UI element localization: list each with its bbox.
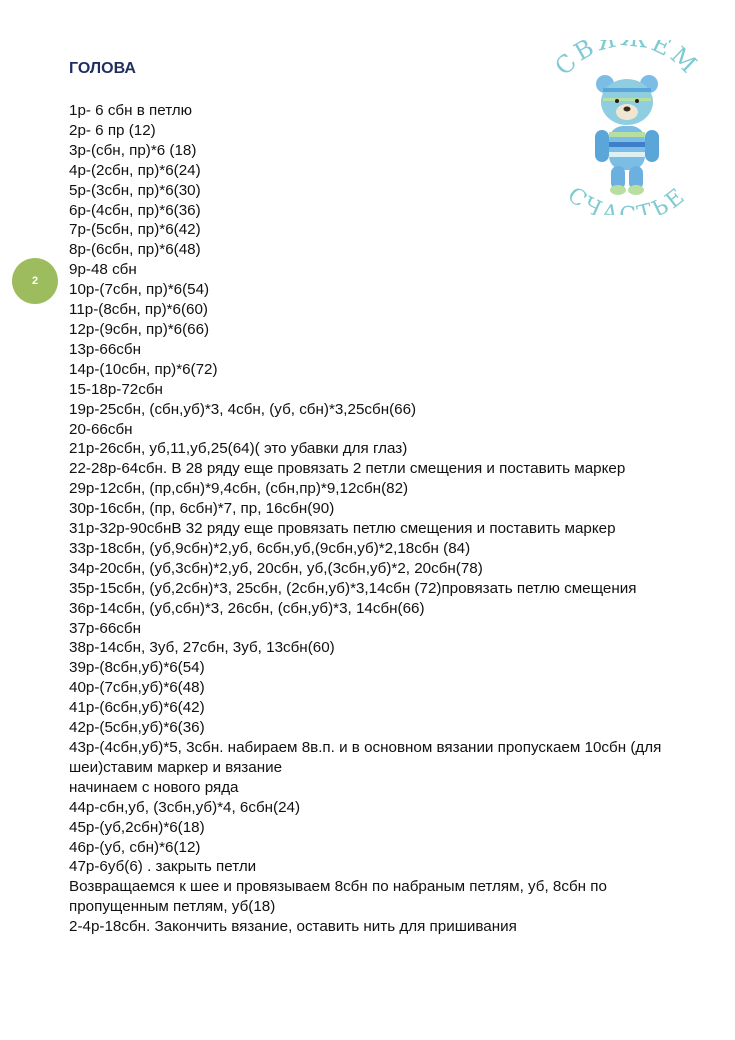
pattern-line: 14р-(10сбн, пр)*6(72) [69, 360, 218, 378]
pattern-line: 9р-48 сбн [69, 261, 137, 279]
pattern-line: 33р-18сбн, (уб,9сбн)*2,уб, 6сбн,уб,(9сбн,уб)*2,18сбн (84) [69, 539, 471, 557]
pattern-line: 42р-(5сбн,уб)*6(36) [69, 719, 205, 737]
pattern-line: 2р- 6 пр (12) [69, 121, 156, 139]
pattern-line: 19р-25сбн, (сбн,уб)*3, 4сбн, (уб, сбн)*3,25сбн(66) [69, 400, 417, 418]
page-number: 2 [31, 275, 39, 287]
pattern-line: 45р-(уб,2сбн)*6(18) [69, 818, 205, 836]
brand-logo [535, 40, 720, 215]
teddy-bear-logo-icon [535, 40, 720, 215]
pattern-line: 39р-(8сбн,уб)*6(54) [69, 659, 205, 677]
pattern-line: 6р-(4сбн, пр)*6(36) [69, 201, 201, 219]
pattern-line: 31р-32р-90сбнВ 32 ряду еще провязать петлю смещения и поставить маркер [69, 520, 616, 538]
svg-text:СЧАСТЬЕ: СЧА ТЬЕ [562, 182, 692, 215]
pattern-lines [69, 101, 669, 937]
pattern-line: Возвращаемся к шее и провязываем 8сбн по набраным петлям, уб, 8сбн по пропущенным петлям, уб(18) [69, 878, 607, 916]
pattern-line: 30р-16сбн, (пр, 6сбн)*7, пр, 16сбн(90) [69, 500, 335, 518]
pattern-line: 12р-(9сбн, пр)*6(66) [69, 320, 210, 338]
pattern-line: 13р-66сбн [69, 340, 141, 358]
pattern-line: 40р-(7сбн,уб)*6(48) [69, 679, 205, 697]
pattern-line: 4р-(2сбн, пр)*6(24) [69, 161, 201, 179]
pattern-line: 3р-(сбн, пр)*6 (18) [69, 141, 197, 159]
pattern-line: 8р-(6сбн, пр)*6(48) [69, 241, 201, 259]
pattern-line: начинаем с нового ряда [69, 778, 239, 796]
svg-text:СВЯЖЕМ: СВЯ ЕМ [549, 40, 705, 81]
pattern-line: 43р-(4сбн,уб)*5, 3сбн. набираем 8в.п. и в основном вязании пропускаем 10сбн (для шеи)ставим маркер и вязание [69, 739, 662, 776]
pattern-line: 7р-(5сбн, пр)*6(42) [69, 221, 201, 239]
page-number-badge [12, 258, 58, 304]
pattern-line: 46р-(уб, сбн)*6(12) [69, 838, 201, 856]
pattern-line: 38р-14сбн, 3уб, 27сбн, 3уб, 13сбн(60) [69, 639, 335, 657]
pattern-line: 5р-(3сбн, пр)*6(30) [69, 181, 201, 199]
pattern-line: 34р-20сбн, (уб,3сбн)*2,уб, 20сбн, уб,(3сбн,уб)*2, 20сбн(78) [69, 559, 483, 577]
pattern-line: 44р-сбн,уб, (3сбн,уб)*4, 6сбн(24) [69, 798, 301, 816]
pattern-line: 20-66сбн [69, 420, 133, 438]
pattern-line: 15-18р-72сбн [69, 380, 163, 398]
pattern-line: 10р-(7сбн, пр)*6(54) [69, 281, 210, 299]
pattern-line: 41р-(6сбн,уб)*6(42) [69, 699, 205, 717]
pattern-line: 37р-66сбн [69, 619, 141, 637]
pattern-line: 22-28р-64сбн. В 28 ряду еще провязать 2 петли смещения и поставить маркер [69, 460, 626, 478]
pattern-line: 29р-12сбн, (пр,сбн)*9,4сбн, (сбн,пр)*9,12сбн(82) [69, 480, 409, 498]
pattern-line: 47р-6уб(6) . закрыть петли [69, 858, 257, 876]
pattern-line: 35р-15сбн, (уб,2сбн)*3, 25сбн, (2сбн,уб)*3,14сбн (72)провязать петлю смещения [69, 579, 637, 597]
pattern-line: 21р-26сбн, уб,11,уб,25(64)( это убавки для глаз) [69, 440, 408, 458]
pattern-line: 11р-(8сбн, пр)*6(60) [69, 301, 208, 319]
pattern-line: 2-4р-18сбн. Закончить вязание, оставить нить для пришивания [69, 918, 517, 936]
pattern-line: 36р-14сбн, (уб,сбн)*3, 26сбн, (сбн,уб)*3, 14сбн(66) [69, 599, 425, 617]
section-title: ГОЛОВА [69, 60, 136, 77]
pattern-line: 1р- 6 сбн в петлю [69, 102, 193, 119]
